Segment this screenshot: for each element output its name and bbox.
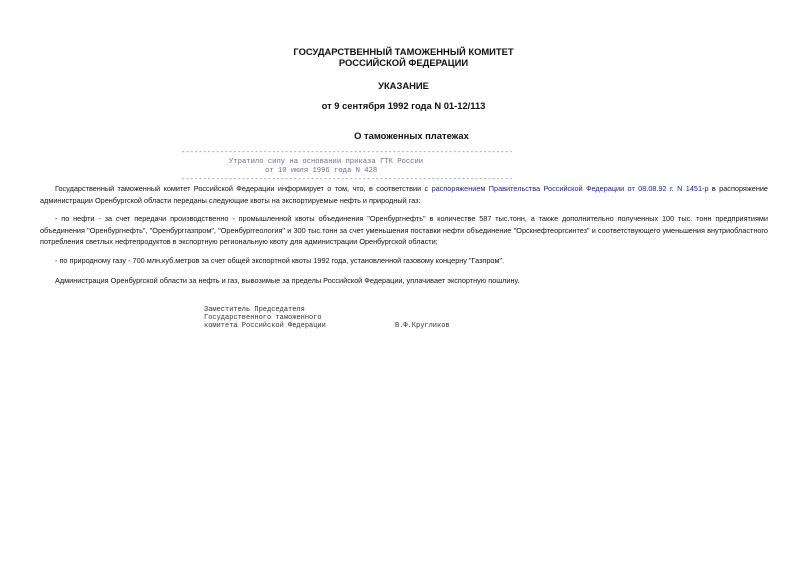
annotation-line2: от 10 июля 1996 года N 428 bbox=[265, 167, 378, 175]
signatory-name: В.Ф.Кругликов bbox=[395, 322, 450, 330]
annotation-separator-bottom: ----------------------------------------------------------------------------- bbox=[181, 176, 514, 184]
committee-name-line1: ГОСУДАРСТВЕННЫЙ ТАМОЖЕННЫЙ КОМИТЕТ bbox=[293, 46, 514, 57]
document-type: УКАЗАНИЕ bbox=[378, 80, 429, 91]
document-date-number: от 9 сентября 1992 года N 01-12/113 bbox=[321, 100, 486, 111]
repeal-order-link[interactable]: приказа ГТК России bbox=[345, 158, 424, 166]
committee-name-line2: РОССИЙСКОЙ ФЕДЕРАЦИИ bbox=[338, 57, 469, 68]
paragraph-export-duty: Администрация Оренбургской области за нефть и газ, вывозимые за пределы Российской Федерации, уплачивает экспортную пошлину. bbox=[55, 276, 520, 285]
annotation-separator-top: ----------------------------------------------------------------------------- bbox=[181, 149, 514, 157]
signature-title-line3: комитета Российской Федерации bbox=[204, 322, 326, 330]
paragraph-intro bbox=[40, 183, 768, 206]
paragraph-gas-quota: - по природному газу - 700 млн.куб.метров за счет общей экспортной квоты 1992 года, установленной газовому концерну "Газпром". bbox=[55, 256, 505, 265]
signature-title-line2: Государственного таможенного bbox=[204, 314, 322, 322]
document-subject: О таможенных платежах bbox=[354, 130, 469, 141]
government-order-link[interactable]: распоряжением Правительства Российской Федерации от 08.08.92 г. N 1451-р bbox=[431, 184, 709, 193]
paragraph-oil-quota: - по нефти - за счет передачи производственно - промышленной квоты объединения "Оренбургнефть" в количестве 587 тыс.тонн, а также дополнительно полученных 100 тыс. тонн предприятиями объединения "Оренбургнефть", "Оренбурггазпром", "Оренбурггеология" и 300 тыс.тонн за счет уменьшения поставки нефти объединение "Орскнефтеоргсинтез" и соответствующего уменьшения внутриобластного потребления светлых нефтепродуктов в экспортную региональную квоту для администрации Оренбургской области; bbox=[40, 214, 768, 246]
paragraph-intro-after: в распоряжение администрации Оренбургской области переданы следующие квоты на экспортируемые нефть и природный газ: bbox=[40, 184, 768, 205]
signature-title-line1: Заместитель Председателя bbox=[204, 306, 305, 314]
annotation-line1 bbox=[229, 158, 423, 167]
annotation-prefix: Утратило силу на основании bbox=[229, 158, 346, 166]
paragraph-intro-before: Государственный таможенный комитет Российской Федерации информирует о том, что, в соответствии с bbox=[55, 184, 432, 193]
